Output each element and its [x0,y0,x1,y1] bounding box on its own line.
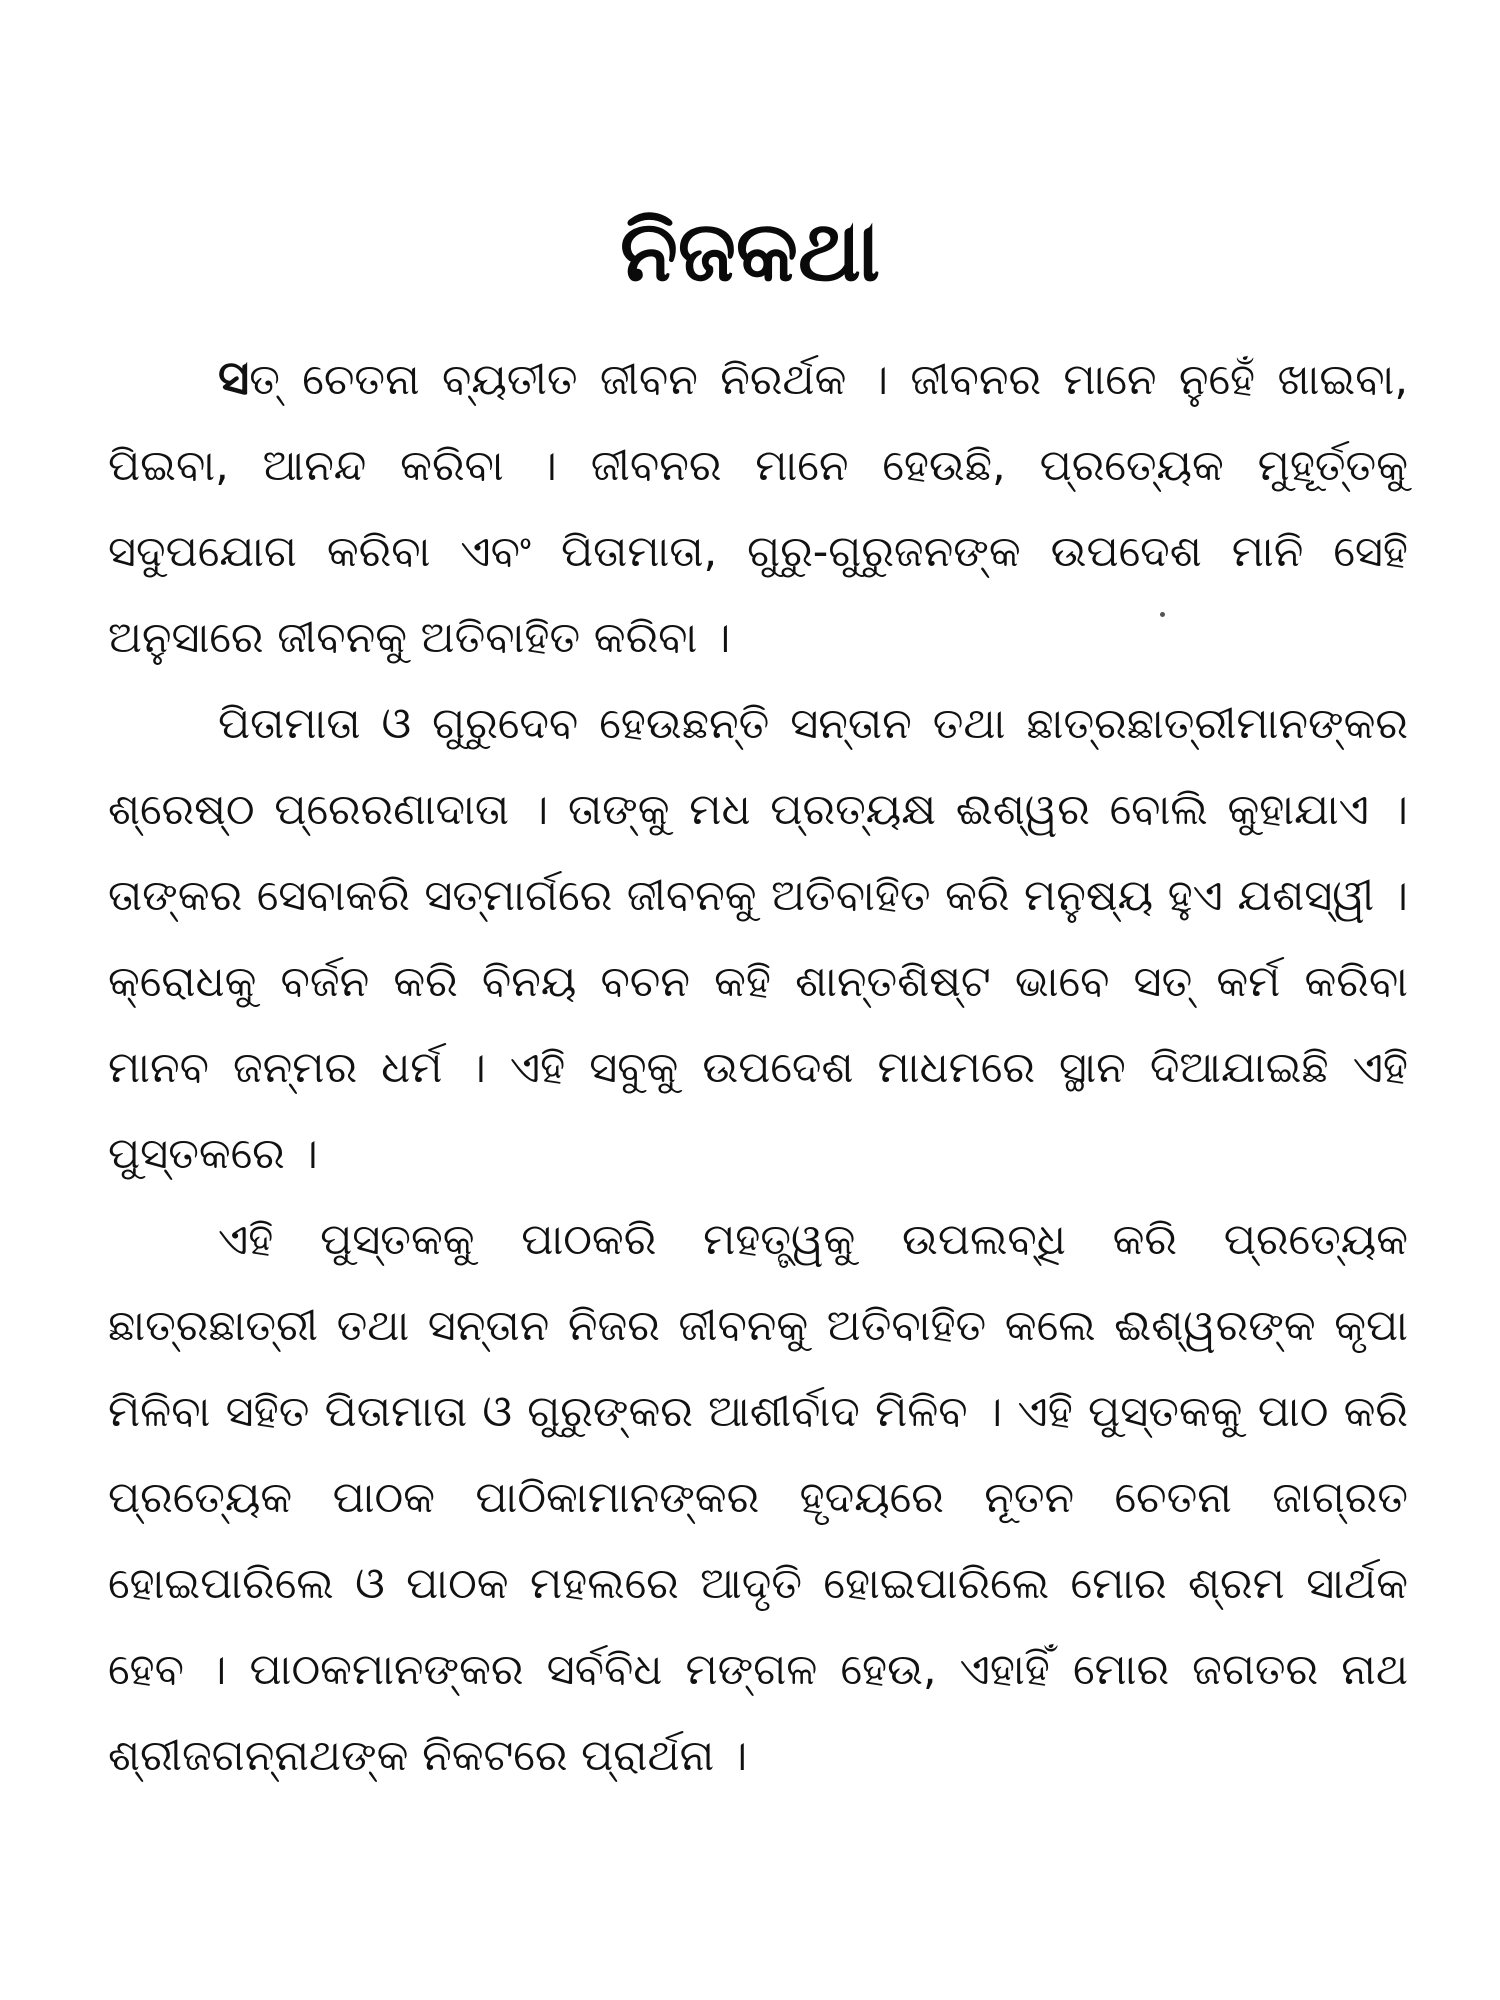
paragraph-3 [108,1197,1408,1799]
paragraph-1 [108,335,1408,681]
paragraph-2-text: ପିତାମାତା ଓ ଗୁରୁଦେବ ହେଉଛନ୍ତି ସନ୍ତାନ ତଥା ଛାତ୍ରଛାତ୍ରୀମାନଙ୍କର ଶ୍ରେଷ୍ଠ ପ୍ରେରଣାଦାତା । ତାଙ୍କୁ ମଧ ପ୍ରତ୍ୟକ୍ଷ ଈଶ୍ୱର ବୋଲି କୁହାଯାଏ । ତାଙ୍କର ସେବାକରି ସତ୍‌ମାର୍ଗରେ ଜୀବନକୁ ଅତିବାହିତ କରି ମନୁଷ୍ୟ ହୁଏ ଯଶସ୍ୱୀ । କ୍ରୋଧକୁ ବର୍ଜନ କରି ବିନୟ ବଚନ କହି ଶାନ୍ତଶିଷ୍ଟ ଭାବେ ସତ୍ କର୍ମ କରିବା ମାନବ ଜନ୍ମର ଧର୍ମ । ଏହି ସବୁକୁ ଉପଦେଶ ମାଧମରେ ସ୍ଥାନ ଦିଆଯାଇଛି ଏହି ପୁସ୍ତକରେ । [108,699,1408,1179]
paragraph-1-text: ତ୍ ଚେତନା ବ୍ୟତୀତ ଜୀବନ ନିରର୍ଥକ । ଜୀବନର ମାନେ ନୁହେଁ ଖାଇବା, ପିଇବା, ଆନନ୍ଦ କରିବା । ଜୀବନର ମାନେ ହେଉଛି, ପ୍ରତ୍ୟେକ ମୁହୂର୍ତ୍ତକୁ ସଦୁପଯୋଗ କରିବା ଏବଂ ପିତାମାତା, ଗୁରୁ-ଗୁରୁଜନଙ୍କ ଉପଦେଶ ମାନି ସେହି ଅନୁସାରେ ଜୀବନକୁ ଅତିବାହିତ କରିବା । [108,355,1408,663]
paragraph-3-text: ଏହି ପୁସ୍ତକକୁ ପାଠକରି ମହତ୍ତ୍ୱକୁ ଉପଲବ୍ଧି କରି ପ୍ରତ୍ୟେକ ଛାତ୍ରଛାତ୍ରୀ ତଥା ସନ୍ତାନ ନିଜର ଜୀବନକୁ ଅତିବାହିତ କଲେ ଈଶ୍ୱରଙ୍କ କୃପା ମିଳିବା ସହିତ ପିତାମାତା ଓ ଗୁରୁଙ୍କର ଆଶୀର୍ବାଦ ମିଳିବ । ଏହି ପୁସ୍ତକକୁ ପାଠ କରି ପ୍ରତ୍ୟେକ ପାଠକ ପାଠିକାମାନଙ୍କର ହୃଦୟରେ ନୂତନ ଚେତନା ଜାଗ୍ରତ ହୋଇପାରିଲେ ଓ ପାଠକ ମହଲରେ ଆଦୃତି ହୋଇପାରିଲେ ମୋର ଶ୍ରମ ସାର୍ଥକ ହେବ । ପାଠକମାନଙ୍କର ସର୍ବବିଧ ମଙ୍ଗଳ ହେଉ, ଏହାହିଁ ମୋର ଜଗତର ନାଥ ଶ୍ରୀଜଗନ୍ନାଥଙ୍କ ନିକଟରେ ପ୍ରାର୍ଥନା । [108,1215,1408,1781]
drop-lead-letter: ସ [218,350,250,406]
body-text [108,335,1408,1799]
page-title: ନିଜକଥା [620,202,880,300]
scan-speck [1160,612,1165,617]
paragraph-2 [108,681,1408,1197]
